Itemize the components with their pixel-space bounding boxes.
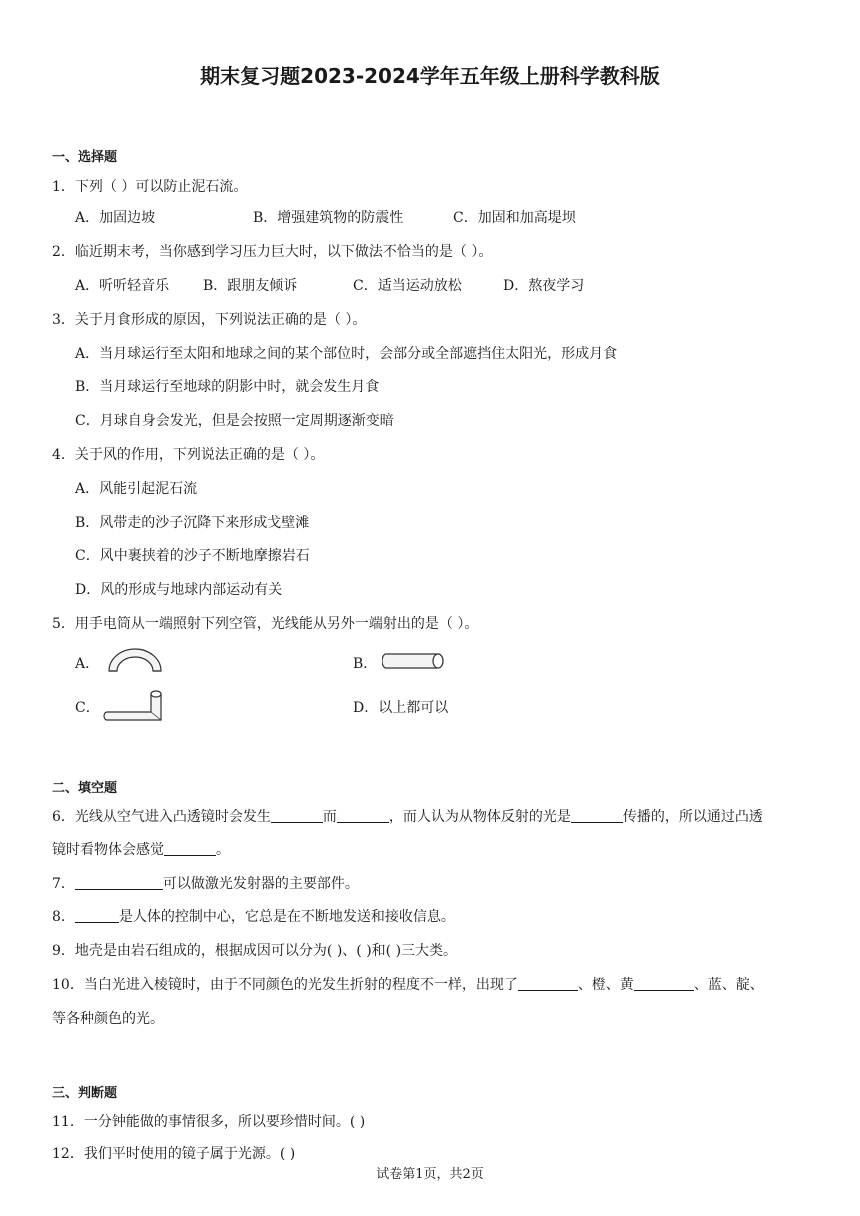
- section-heading-judge: 三、判断题: [52, 1086, 118, 1101]
- answer-blank[interactable]: [634, 976, 694, 991]
- question-1-option-a: A．加固边坡: [75, 210, 156, 226]
- question-1-option-b: B．增强建筑物的防震性: [253, 210, 404, 226]
- answer-blank[interactable]: [75, 875, 163, 890]
- question-5-option-a: A．: [75, 656, 100, 672]
- answer-blank[interactable]: [164, 841, 216, 856]
- question-4-option-b: B．风带走的沙子沉降下来形成戈壁滩: [75, 515, 310, 531]
- question-7: [52, 873, 359, 893]
- page-footer: 试卷第1页，共2页: [376, 1167, 484, 1182]
- question-12: 12．我们平时使用的镜子属于光源。( ): [52, 1146, 296, 1162]
- question-3-option-c: C．月球自身会发光，但是会按照一定周期逐渐变暗: [75, 413, 394, 429]
- question-5-option-c: C．: [75, 700, 100, 716]
- question-5-stem: 5．用手电筒从一端照射下列空管，光线能从另外一端射出的是（ ）。: [52, 616, 479, 632]
- question-10-text-1: 10．当白光进入棱镜时，由于不同颜色的光发生折射的程度不一样，出现了: [52, 977, 518, 993]
- answer-blank[interactable]: [571, 808, 623, 823]
- question-6-text-3: ，而人认为从物体反射的光是: [388, 809, 571, 825]
- question-4-option-c: C．风中裹挟着的沙子不断地摩擦岩石: [75, 548, 310, 564]
- question-8-text: 是人体的控制中心，它总是在不断地发送和接收信息。: [118, 909, 455, 925]
- question-10-line-2: 等各种颜色的光。: [52, 1011, 164, 1027]
- question-2-stem: 2．临近期末考，当你感到学习压力巨大时，以下做法不恰当的是（ ）。: [52, 244, 493, 260]
- question-4-option-d: D．风的形成与地球内部运动有关: [75, 582, 283, 598]
- question-3-stem: 3．关于月食形成的原因，下列说法正确的是（ ）。: [52, 312, 367, 328]
- question-7-text: 可以做激光发射器的主要部件。: [162, 876, 359, 892]
- curved-tube-icon: [106, 646, 164, 674]
- answer-blank[interactable]: [271, 808, 323, 823]
- section-heading-choice: 一、选择题: [52, 150, 118, 165]
- question-6-text-1: 6．光线从空气进入凸透镜时会发生: [52, 809, 271, 825]
- question-6-text-6: 。: [216, 842, 230, 858]
- question-1-stem: 1．下列（ ）可以防止泥石流。: [52, 179, 248, 195]
- question-6-text-4: 传播的，所以通过凸透: [622, 809, 763, 825]
- question-6-text-5: 镜时看物体会感觉: [52, 842, 164, 858]
- question-6-line-1: [52, 806, 763, 826]
- question-6-text-2: 而: [322, 809, 337, 825]
- question-4-stem: 4．关于风的作用，下列说法正确的是（ ）。: [52, 447, 325, 463]
- question-10-text-2: 、橙、黄: [577, 977, 634, 993]
- answer-blank[interactable]: [75, 908, 119, 923]
- question-6-line-2: [52, 839, 230, 859]
- question-9: 9．地壳是由岩石组成的，根据成因可以分为( )、( )和( )三大类。: [52, 943, 458, 959]
- question-2-option-c: C．适当运动放松: [353, 278, 462, 294]
- question-8-number: 8．: [52, 909, 75, 925]
- question-7-number: 7．: [52, 876, 75, 892]
- question-5-option-d: D．以上都可以: [353, 700, 449, 716]
- question-4-option-a: A．风能引起泥石流: [75, 481, 198, 497]
- question-2-option-d: D．熬夜学习: [503, 278, 585, 294]
- straight-tube-icon: [382, 651, 446, 671]
- section-heading-fill: 二、填空题: [52, 781, 118, 796]
- question-11: 11．一分钟能做的事情很多，所以要珍惜时间。( ): [52, 1114, 366, 1130]
- answer-blank[interactable]: [337, 808, 389, 823]
- question-5-option-b: B．: [353, 656, 378, 672]
- page-title: 期末复习题2023-2024学年五年级上册科学教科版: [200, 64, 660, 88]
- question-1-option-c: C．加固和加高堤坝: [453, 210, 576, 226]
- question-3-option-a: A．当月球运行至太阳和地球之间的某个部位时，会部分或全部遮挡住太阳光，形成月食: [75, 346, 618, 362]
- bent-tube-icon: [103, 688, 165, 724]
- question-2-option-a: A．听听轻音乐: [75, 278, 170, 294]
- question-10-line-1: [52, 974, 764, 994]
- question-3-option-b: B．当月球运行至地球的阴影中时，就会发生月食: [75, 379, 380, 395]
- question-2-option-b: B．跟朋友倾诉: [203, 278, 298, 294]
- answer-blank[interactable]: [518, 976, 578, 991]
- question-10-text-3: 、蓝、靛、: [693, 977, 764, 993]
- question-8: [52, 906, 455, 926]
